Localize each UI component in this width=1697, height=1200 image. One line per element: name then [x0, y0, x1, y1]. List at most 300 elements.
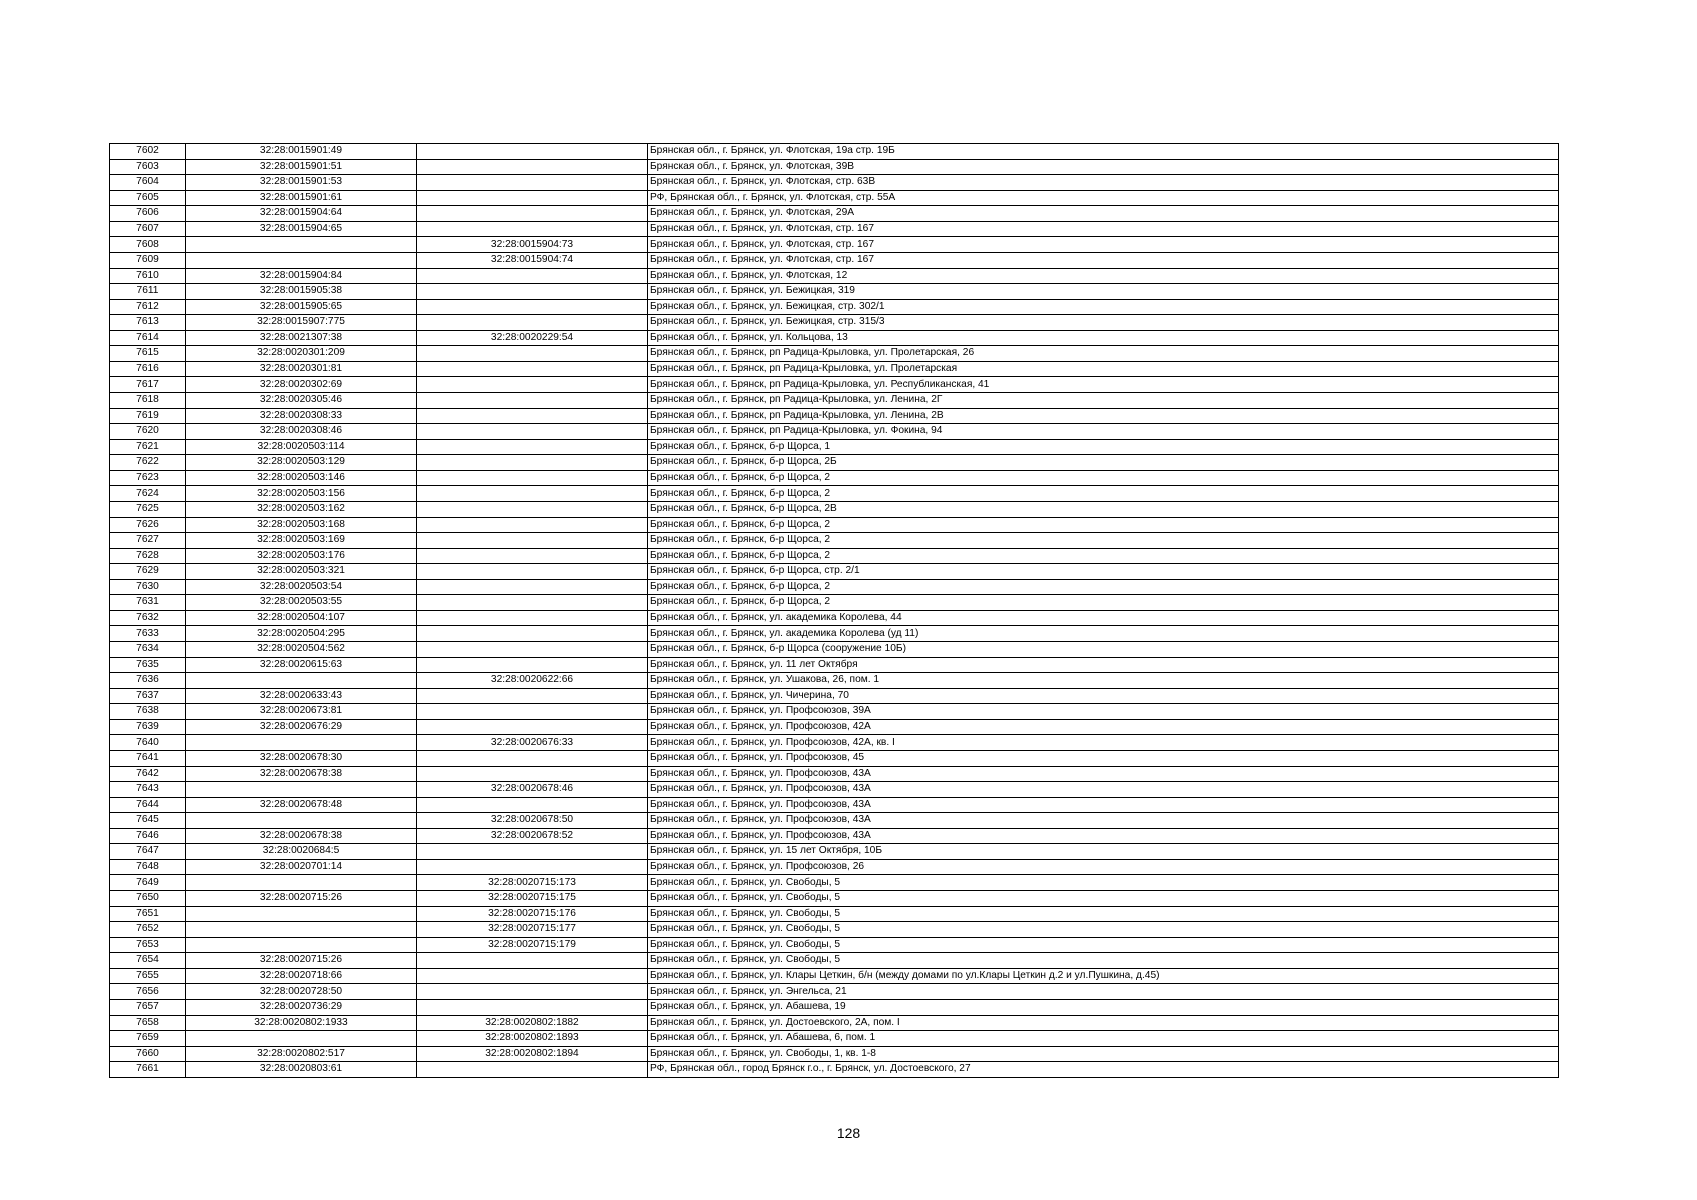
cadastral-number-cell: 32:28:0015907:775 — [186, 315, 417, 331]
related-cadastral-number-cell: 32:28:0020678:50 — [417, 813, 648, 829]
related-cadastral-number-cell — [417, 704, 648, 720]
table-row — [110, 361, 1559, 377]
cadastral-number-cell: 32:28:0015905:65 — [186, 299, 417, 315]
cadastral-number-cell: 32:28:0020305:46 — [186, 393, 417, 409]
row-number-cell: 7634 — [110, 642, 186, 658]
registry-table — [109, 143, 1559, 1078]
related-cadastral-number-cell: 32:28:0020715:175 — [417, 891, 648, 907]
address-cell: Брянская обл., г. Брянск, ул. Флотская, 19а стр. 19Б — [648, 144, 1559, 160]
row-number-cell: 7623 — [110, 470, 186, 486]
table-row — [110, 688, 1559, 704]
cadastral-number-cell: 32:28:0020504:295 — [186, 626, 417, 642]
table-row — [110, 330, 1559, 346]
row-number-cell: 7639 — [110, 719, 186, 735]
table-row — [110, 501, 1559, 517]
cadastral-number-cell — [186, 1031, 417, 1047]
related-cadastral-number-cell: 32:28:0020715:173 — [417, 875, 648, 891]
address-cell: Брянская обл., г. Брянск, ул. Клары Цеткин, б/н (между домами по ул.Клары Цеткин д.2 и ул.Пушкина, д.45) — [648, 968, 1559, 984]
cadastral-number-cell: 32:28:0015905:38 — [186, 284, 417, 300]
table-row — [110, 284, 1559, 300]
cadastral-number-cell: 32:28:0020301:209 — [186, 346, 417, 362]
cadastral-number-cell: 32:28:0020504:107 — [186, 610, 417, 626]
cadastral-number-cell: 32:28:0020736:29 — [186, 999, 417, 1015]
row-number-cell: 7620 — [110, 424, 186, 440]
address-cell: Брянская обл., г. Брянск, б-р Щорса, 2В — [648, 501, 1559, 517]
row-number-cell: 7608 — [110, 237, 186, 253]
related-cadastral-number-cell — [417, 719, 648, 735]
table-row — [110, 159, 1559, 175]
row-number-cell: 7654 — [110, 953, 186, 969]
row-number-cell: 7647 — [110, 844, 186, 860]
cadastral-number-cell: 32:28:0020504:562 — [186, 642, 417, 658]
related-cadastral-number-cell: 32:28:0020802:1882 — [417, 1015, 648, 1031]
table-row — [110, 595, 1559, 611]
address-cell: Брянская обл., г. Брянск, ул. Свободы, 5 — [648, 891, 1559, 907]
row-number-cell: 7652 — [110, 922, 186, 938]
row-number-cell: 7627 — [110, 533, 186, 549]
address-cell: Брянская обл., г. Брянск, б-р Щорса, 2 — [648, 533, 1559, 549]
cadastral-number-cell: 32:28:0020678:48 — [186, 797, 417, 813]
row-number-cell: 7607 — [110, 221, 186, 237]
related-cadastral-number-cell: 32:28:0015904:73 — [417, 237, 648, 253]
row-number-cell: 7630 — [110, 579, 186, 595]
cadastral-number-cell: 32:28:0020715:26 — [186, 891, 417, 907]
table-row — [110, 564, 1559, 580]
table-row — [110, 1031, 1559, 1047]
row-number-cell: 7642 — [110, 766, 186, 782]
address-cell: Брянская обл., г. Брянск, б-р Щорса, 1 — [648, 439, 1559, 455]
related-cadastral-number-cell — [417, 844, 648, 860]
cadastral-number-cell: 32:28:0020503:156 — [186, 486, 417, 502]
table-row — [110, 735, 1559, 751]
related-cadastral-number-cell — [417, 533, 648, 549]
cadastral-number-cell: 32:28:0020701:14 — [186, 859, 417, 875]
related-cadastral-number-cell — [417, 175, 648, 191]
row-number-cell: 7659 — [110, 1031, 186, 1047]
table-row — [110, 719, 1559, 735]
row-number-cell: 7645 — [110, 813, 186, 829]
cadastral-number-cell: 32:28:0015901:53 — [186, 175, 417, 191]
cadastral-number-cell: 32:28:0015901:51 — [186, 159, 417, 175]
cadastral-number-cell: 32:28:0020678:30 — [186, 750, 417, 766]
related-cadastral-number-cell: 32:28:0020715:176 — [417, 906, 648, 922]
address-cell: Брянская обл., г. Брянск, б-р Щорса, 2 — [648, 486, 1559, 502]
cadastral-number-cell: 32:28:0015901:49 — [186, 144, 417, 160]
related-cadastral-number-cell — [417, 346, 648, 362]
row-number-cell: 7625 — [110, 501, 186, 517]
related-cadastral-number-cell: 32:28:0020678:46 — [417, 782, 648, 798]
row-number-cell: 7644 — [110, 797, 186, 813]
row-number-cell: 7631 — [110, 595, 186, 611]
cadastral-number-cell: 32:28:0020308:33 — [186, 408, 417, 424]
table-row — [110, 206, 1559, 222]
table-row — [110, 299, 1559, 315]
cadastral-number-cell: 32:28:0020503:114 — [186, 439, 417, 455]
cadastral-number-cell: 32:28:0020503:176 — [186, 548, 417, 564]
related-cadastral-number-cell — [417, 999, 648, 1015]
related-cadastral-number-cell — [417, 144, 648, 160]
row-number-cell: 7656 — [110, 984, 186, 1000]
table-row — [110, 377, 1559, 393]
address-cell: Брянская обл., г. Брянск, б-р Щорса, стр. 2/1 — [648, 564, 1559, 580]
address-cell: Брянская обл., г. Брянск, ул. Профсоюзов, 42А — [648, 719, 1559, 735]
row-number-cell: 7621 — [110, 439, 186, 455]
table-row — [110, 891, 1559, 907]
address-cell: Брянская обл., г. Брянск, ул. Энгельса, 21 — [648, 984, 1559, 1000]
table-row — [110, 548, 1559, 564]
table-row — [110, 1015, 1559, 1031]
row-number-cell: 7618 — [110, 393, 186, 409]
table-row — [110, 221, 1559, 237]
address-cell: Брянская обл., г. Брянск, ул. Кольцова, 13 — [648, 330, 1559, 346]
cadastral-number-cell — [186, 252, 417, 268]
row-number-cell: 7628 — [110, 548, 186, 564]
related-cadastral-number-cell — [417, 361, 648, 377]
cadastral-number-cell: 32:28:0020718:66 — [186, 968, 417, 984]
table-row — [110, 533, 1559, 549]
row-number-cell: 7655 — [110, 968, 186, 984]
address-cell: Брянская обл., г. Брянск, б-р Щорса, 2 — [648, 579, 1559, 595]
address-cell: Брянская обл., г. Брянск, ул. Свободы, 5 — [648, 937, 1559, 953]
row-number-cell: 7660 — [110, 1046, 186, 1062]
cadastral-number-cell: 32:28:0015901:61 — [186, 190, 417, 206]
cadastral-number-cell: 32:28:0020308:46 — [186, 424, 417, 440]
table-row — [110, 486, 1559, 502]
related-cadastral-number-cell — [417, 968, 648, 984]
related-cadastral-number-cell: 32:28:0015904:74 — [417, 252, 648, 268]
address-cell: Брянская обл., г. Брянск, ул. Флотская, стр. 167 — [648, 237, 1559, 253]
row-number-cell: 7649 — [110, 875, 186, 891]
cadastral-number-cell — [186, 813, 417, 829]
address-cell: Брянская обл., г. Брянск, б-р Щорса, 2 — [648, 517, 1559, 533]
related-cadastral-number-cell — [417, 439, 648, 455]
table-row — [110, 144, 1559, 160]
table-row — [110, 346, 1559, 362]
row-number-cell: 7640 — [110, 735, 186, 751]
cadastral-number-cell: 32:28:0020503:129 — [186, 455, 417, 471]
related-cadastral-number-cell — [417, 1062, 648, 1078]
table-row — [110, 937, 1559, 953]
address-cell: Брянская обл., г. Брянск, ул. Профсоюзов, 26 — [648, 859, 1559, 875]
address-cell: Брянская обл., г. Брянск, рп Радица-Крыловка, ул. Пролетарская — [648, 361, 1559, 377]
related-cadastral-number-cell — [417, 221, 648, 237]
row-number-cell: 7633 — [110, 626, 186, 642]
row-number-cell: 7610 — [110, 268, 186, 284]
row-number-cell: 7609 — [110, 252, 186, 268]
address-cell: Брянская обл., г. Брянск, рп Радица-Крыловка, ул. Пролетарская, 26 — [648, 346, 1559, 362]
related-cadastral-number-cell: 32:28:0020229:54 — [417, 330, 648, 346]
cadastral-number-cell: 32:28:0020615:63 — [186, 657, 417, 673]
related-cadastral-number-cell — [417, 626, 648, 642]
cadastral-number-cell: 32:28:0015904:64 — [186, 206, 417, 222]
row-number-cell: 7658 — [110, 1015, 186, 1031]
row-number-cell: 7612 — [110, 299, 186, 315]
cadastral-number-cell: 32:28:0020803:61 — [186, 1062, 417, 1078]
table-row — [110, 439, 1559, 455]
address-cell: Брянская обл., г. Брянск, ул. 11 лет Октября — [648, 657, 1559, 673]
related-cadastral-number-cell — [417, 642, 648, 658]
row-number-cell: 7626 — [110, 517, 186, 533]
related-cadastral-number-cell — [417, 501, 648, 517]
related-cadastral-number-cell — [417, 766, 648, 782]
row-number-cell: 7617 — [110, 377, 186, 393]
table-row — [110, 642, 1559, 658]
row-number-cell: 7637 — [110, 688, 186, 704]
related-cadastral-number-cell — [417, 470, 648, 486]
row-number-cell: 7657 — [110, 999, 186, 1015]
table-row — [110, 906, 1559, 922]
address-cell: Брянская обл., г. Брянск, ул. Свободы, 5 — [648, 953, 1559, 969]
cadastral-number-cell: 32:28:0015904:65 — [186, 221, 417, 237]
address-cell: Брянская обл., г. Брянск, б-р Щорса, 2Б — [648, 455, 1559, 471]
address-cell: Брянская обл., г. Брянск, ул. Профсоюзов, 43А — [648, 797, 1559, 813]
row-number-cell: 7613 — [110, 315, 186, 331]
address-cell: Брянская обл., г. Брянск, ул. Свободы, 1, кв. 1-8 — [648, 1046, 1559, 1062]
row-number-cell: 7614 — [110, 330, 186, 346]
cadastral-number-cell — [186, 875, 417, 891]
row-number-cell: 7643 — [110, 782, 186, 798]
related-cadastral-number-cell: 32:28:0020676:33 — [417, 735, 648, 751]
table-row — [110, 252, 1559, 268]
table-row — [110, 844, 1559, 860]
row-number-cell: 7661 — [110, 1062, 186, 1078]
table-row — [110, 953, 1559, 969]
related-cadastral-number-cell: 32:28:0020622:66 — [417, 673, 648, 689]
address-cell: Брянская обл., г. Брянск, ул. Флотская, 12 — [648, 268, 1559, 284]
cadastral-number-cell: 32:28:0020633:43 — [186, 688, 417, 704]
cadastral-number-cell: 32:28:0020673:81 — [186, 704, 417, 720]
cadastral-number-cell — [186, 237, 417, 253]
table-row — [110, 175, 1559, 191]
related-cadastral-number-cell — [417, 424, 648, 440]
table-row — [110, 999, 1559, 1015]
cadastral-number-cell: 32:28:0020301:81 — [186, 361, 417, 377]
address-cell: Брянская обл., г. Брянск, рп Радица-Крыловка, ул. Ленина, 2В — [648, 408, 1559, 424]
related-cadastral-number-cell — [417, 657, 648, 673]
related-cadastral-number-cell — [417, 393, 648, 409]
table-row — [110, 766, 1559, 782]
related-cadastral-number-cell — [417, 284, 648, 300]
address-cell: Брянская обл., г. Брянск, б-р Щорса, 2 — [648, 470, 1559, 486]
address-cell: Брянская обл., г. Брянск, ул. Профсоюзов, 45 — [648, 750, 1559, 766]
table-row — [110, 626, 1559, 642]
related-cadastral-number-cell: 32:28:0020678:52 — [417, 828, 648, 844]
related-cadastral-number-cell — [417, 315, 648, 331]
address-cell: Брянская обл., г. Брянск, рп Радица-Крыловка, ул. Республиканская, 41 — [648, 377, 1559, 393]
registry-table-body — [110, 144, 1559, 1078]
cadastral-number-cell: 32:28:0021307:38 — [186, 330, 417, 346]
table-row — [110, 268, 1559, 284]
related-cadastral-number-cell: 32:28:0020715:179 — [417, 937, 648, 953]
address-cell: Брянская обл., г. Брянск, ул. Свободы, 5 — [648, 922, 1559, 938]
address-cell: Брянская обл., г. Брянск, ул. Профсоюзов, 43А — [648, 782, 1559, 798]
row-number-cell: 7651 — [110, 906, 186, 922]
cadastral-number-cell — [186, 673, 417, 689]
related-cadastral-number-cell — [417, 688, 648, 704]
address-cell: Брянская обл., г. Брянск, б-р Щорса, 2 — [648, 595, 1559, 611]
cadastral-number-cell: 32:28:0020503:162 — [186, 501, 417, 517]
address-cell: Брянская обл., г. Брянск, рп Радица-Крыловка, ул. Фокина, 94 — [648, 424, 1559, 440]
cadastral-number-cell: 32:28:0020503:321 — [186, 564, 417, 580]
cadastral-number-cell: 32:28:0020678:38 — [186, 828, 417, 844]
row-number-cell: 7622 — [110, 455, 186, 471]
address-cell: Брянская обл., г. Брянск, ул. Профсоюзов, 39А — [648, 704, 1559, 720]
address-cell: РФ, Брянская обл., г. Брянск, ул. Флотская, стр. 55А — [648, 190, 1559, 206]
row-number-cell: 7615 — [110, 346, 186, 362]
related-cadastral-number-cell: 32:28:0020715:177 — [417, 922, 648, 938]
address-cell: Брянская обл., г. Брянск, ул. Бежицкая, стр. 315/3 — [648, 315, 1559, 331]
related-cadastral-number-cell — [417, 159, 648, 175]
table-row — [110, 455, 1559, 471]
row-number-cell: 7629 — [110, 564, 186, 580]
table-row — [110, 408, 1559, 424]
address-cell: Брянская обл., г. Брянск, ул. Свободы, 5 — [648, 875, 1559, 891]
row-number-cell: 7646 — [110, 828, 186, 844]
table-row — [110, 1046, 1559, 1062]
related-cadastral-number-cell — [417, 564, 648, 580]
cadastral-number-cell: 32:28:0020728:50 — [186, 984, 417, 1000]
related-cadastral-number-cell — [417, 984, 648, 1000]
table-row — [110, 517, 1559, 533]
cadastral-number-cell: 32:28:0020302:69 — [186, 377, 417, 393]
row-number-cell: 7616 — [110, 361, 186, 377]
related-cadastral-number-cell — [417, 859, 648, 875]
cadastral-number-cell: 32:28:0020503:55 — [186, 595, 417, 611]
related-cadastral-number-cell — [417, 486, 648, 502]
table-row — [110, 922, 1559, 938]
related-cadastral-number-cell — [417, 377, 648, 393]
cadastral-number-cell: 32:28:0020503:168 — [186, 517, 417, 533]
table-row — [110, 470, 1559, 486]
row-number-cell: 7605 — [110, 190, 186, 206]
related-cadastral-number-cell — [417, 750, 648, 766]
related-cadastral-number-cell — [417, 579, 648, 595]
table-row — [110, 1062, 1559, 1078]
cadastral-number-cell — [186, 906, 417, 922]
address-cell: Брянская обл., г. Брянск, б-р Щорса, 2 — [648, 548, 1559, 564]
cadastral-number-cell — [186, 782, 417, 798]
address-cell: Брянская обл., г. Брянск, б-р Щорса (сооружение 10Б) — [648, 642, 1559, 658]
table-row — [110, 315, 1559, 331]
table-row — [110, 579, 1559, 595]
table-row — [110, 673, 1559, 689]
address-cell: Брянская обл., г. Брянск, ул. Флотская, стр. 167 — [648, 252, 1559, 268]
cadastral-number-cell: 32:28:0020802:1933 — [186, 1015, 417, 1031]
row-number-cell: 7650 — [110, 891, 186, 907]
address-cell: Брянская обл., г. Брянск, ул. Ушакова, 26, пом. 1 — [648, 673, 1559, 689]
address-cell: Брянская обл., г. Брянск, ул. Достоевского, 2А, пом. I — [648, 1015, 1559, 1031]
row-number-cell: 7603 — [110, 159, 186, 175]
cadastral-number-cell: 32:28:0020503:146 — [186, 470, 417, 486]
table-row — [110, 393, 1559, 409]
address-cell: Брянская обл., г. Брянск, ул. Свободы, 5 — [648, 906, 1559, 922]
table-row — [110, 610, 1559, 626]
table-row — [110, 813, 1559, 829]
related-cadastral-number-cell: 32:28:0020802:1894 — [417, 1046, 648, 1062]
address-cell: Брянская обл., г. Брянск, ул. Профсоюзов, 42А, кв. I — [648, 735, 1559, 751]
related-cadastral-number-cell — [417, 190, 648, 206]
table-row — [110, 984, 1559, 1000]
row-number-cell: 7602 — [110, 144, 186, 160]
address-cell: РФ, Брянская обл., город Брянск г.о., г. Брянск, ул. Достоевского, 27 — [648, 1062, 1559, 1078]
table-row — [110, 782, 1559, 798]
address-cell: Брянская обл., г. Брянск, рп Радица-Крыловка, ул. Ленина, 2Г — [648, 393, 1559, 409]
related-cadastral-number-cell — [417, 408, 648, 424]
cadastral-number-cell: 32:28:0020678:38 — [186, 766, 417, 782]
address-cell: Брянская обл., г. Брянск, ул. Флотская, стр. 167 — [648, 221, 1559, 237]
row-number-cell: 7648 — [110, 859, 186, 875]
row-number-cell: 7604 — [110, 175, 186, 191]
row-number-cell: 7619 — [110, 408, 186, 424]
cadastral-number-cell: 32:28:0020676:29 — [186, 719, 417, 735]
table-row — [110, 828, 1559, 844]
cadastral-number-cell: 32:28:0020684:5 — [186, 844, 417, 860]
related-cadastral-number-cell — [417, 206, 648, 222]
related-cadastral-number-cell — [417, 268, 648, 284]
table-row — [110, 875, 1559, 891]
table-row — [110, 704, 1559, 720]
table-row — [110, 797, 1559, 813]
related-cadastral-number-cell — [417, 797, 648, 813]
address-cell: Брянская обл., г. Брянск, ул. Бежицкая, 319 — [648, 284, 1559, 300]
address-cell: Брянская обл., г. Брянск, ул. академика Королева, 44 — [648, 610, 1559, 626]
cadastral-number-cell: 32:28:0020503:54 — [186, 579, 417, 595]
row-number-cell: 7606 — [110, 206, 186, 222]
table-row — [110, 750, 1559, 766]
cadastral-number-cell: 32:28:0020802:517 — [186, 1046, 417, 1062]
address-cell: Брянская обл., г. Брянск, ул. Абашева, 19 — [648, 999, 1559, 1015]
cadastral-number-cell: 32:28:0020715:26 — [186, 953, 417, 969]
cadastral-number-cell — [186, 937, 417, 953]
table-row — [110, 190, 1559, 206]
row-number-cell: 7653 — [110, 937, 186, 953]
address-cell: Брянская обл., г. Брянск, ул. Абашева, 6, пом. 1 — [648, 1031, 1559, 1047]
table-row — [110, 859, 1559, 875]
related-cadastral-number-cell — [417, 953, 648, 969]
cadastral-number-cell: 32:28:0015904:84 — [186, 268, 417, 284]
related-cadastral-number-cell: 32:28:0020802:1893 — [417, 1031, 648, 1047]
cadastral-number-cell: 32:28:0020503:169 — [186, 533, 417, 549]
address-cell: Брянская обл., г. Брянск, ул. академика Королева (уд 11) — [648, 626, 1559, 642]
table-row — [110, 968, 1559, 984]
page-number: 128 — [836, 1125, 861, 1141]
related-cadastral-number-cell — [417, 517, 648, 533]
address-cell: Брянская обл., г. Брянск, ул. Профсоюзов, 43А — [648, 828, 1559, 844]
row-number-cell: 7636 — [110, 673, 186, 689]
row-number-cell: 7635 — [110, 657, 186, 673]
row-number-cell: 7624 — [110, 486, 186, 502]
related-cadastral-number-cell — [417, 595, 648, 611]
address-cell: Брянская обл., г. Брянск, ул. Флотская, 39В — [648, 159, 1559, 175]
address-cell: Брянская обл., г. Брянск, ул. Флотская, стр. 63В — [648, 175, 1559, 191]
table-row — [110, 657, 1559, 673]
related-cadastral-number-cell — [417, 455, 648, 471]
address-cell: Брянская обл., г. Брянск, ул. Профсоюзов, 43А — [648, 766, 1559, 782]
cadastral-number-cell — [186, 735, 417, 751]
address-cell: Брянская обл., г. Брянск, ул. Флотская, 29А — [648, 206, 1559, 222]
address-cell: Брянская обл., г. Брянск, ул. 15 лет Октября, 10Б — [648, 844, 1559, 860]
row-number-cell: 7641 — [110, 750, 186, 766]
related-cadastral-number-cell — [417, 610, 648, 626]
row-number-cell: 7638 — [110, 704, 186, 720]
table-row — [110, 237, 1559, 253]
related-cadastral-number-cell — [417, 299, 648, 315]
cadastral-number-cell — [186, 922, 417, 938]
row-number-cell: 7632 — [110, 610, 186, 626]
related-cadastral-number-cell — [417, 548, 648, 564]
address-cell: Брянская обл., г. Брянск, ул. Профсоюзов, 43А — [648, 813, 1559, 829]
address-cell: Брянская обл., г. Брянск, ул. Чичерина, 70 — [648, 688, 1559, 704]
